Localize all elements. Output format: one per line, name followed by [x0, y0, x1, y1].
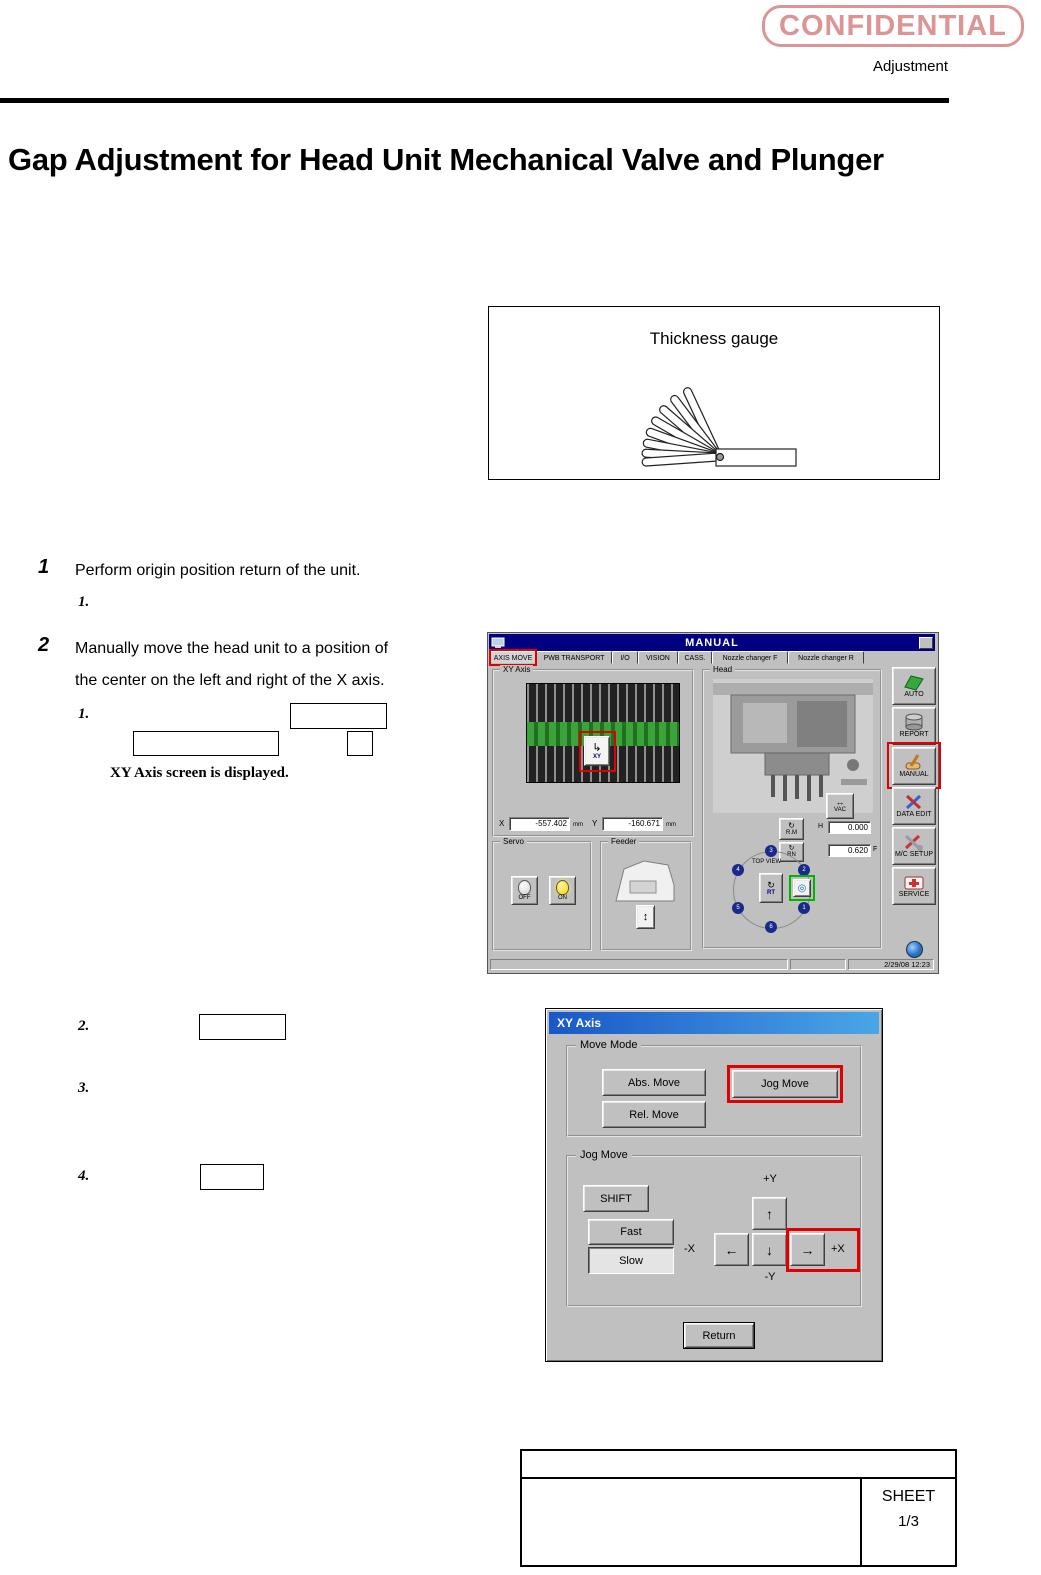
manual-label: MANUAL	[899, 771, 929, 778]
head-position-dot[interactable]: 5	[732, 902, 744, 914]
rt-rotate-button[interactable]	[759, 873, 783, 903]
feeder-image	[610, 855, 682, 907]
top-view-label: TOP VIEW	[752, 859, 782, 865]
title-block-top-row	[522, 1451, 955, 1479]
step-2-sub-1: 1.	[78, 706, 90, 722]
step-2-number: 2	[38, 634, 50, 656]
rotate-icon: ↻	[788, 820, 795, 830]
section-label: Adjustment	[872, 58, 948, 75]
tab-cass[interactable]: CASS.	[678, 651, 712, 664]
tab-nozzle-changer-r[interactable]: Nozzle changer R	[788, 651, 864, 664]
service-button[interactable]	[892, 867, 936, 905]
manual-screen	[487, 632, 939, 974]
abs-move-button[interactable]: Abs. Move	[602, 1069, 706, 1096]
servo-group	[492, 837, 592, 951]
jog-move-label: Jog Move	[576, 1149, 632, 1162]
blank-box-1	[290, 703, 387, 729]
feeder-group	[600, 837, 692, 951]
head-position-dot[interactable]: 1	[798, 902, 810, 914]
xy-axis-group-label: XY Axis	[500, 665, 533, 675]
step-1-text: Perform origin position return of the unit.	[75, 562, 361, 579]
xy-axis-group	[492, 665, 694, 837]
auto-icon	[903, 673, 925, 691]
service-label: SERVICE	[898, 891, 930, 898]
globe-icon	[906, 941, 923, 958]
header-rule	[0, 98, 949, 103]
step-1-sub-1: 1.	[78, 594, 90, 610]
minus-x-label: -X	[684, 1243, 695, 1255]
sheet-number: 1/3	[898, 1513, 919, 1530]
status-segment	[790, 959, 846, 970]
move-mode-label: Move Mode	[576, 1039, 641, 1052]
manual-button[interactable]	[892, 747, 936, 785]
vac-button-label: VAC	[834, 807, 846, 813]
rel-move-button[interactable]: Rel. Move	[602, 1101, 706, 1128]
plus-y-label: +Y	[763, 1173, 777, 1185]
head-group	[702, 665, 882, 949]
plus-x-label: +X	[831, 1243, 845, 1255]
blank-box-4	[199, 1014, 286, 1040]
servo-on-button[interactable]	[549, 876, 576, 905]
manual-titlebar	[489, 634, 935, 651]
head-position-dot[interactable]: 2	[798, 864, 810, 876]
machine-camera-image	[526, 683, 680, 783]
jog-move-button[interactable]: Jog Move	[732, 1070, 838, 1098]
thickness-gauge-drawing	[489, 339, 935, 477]
mc-setup-label: M/C SETUP	[894, 851, 934, 858]
title-block	[520, 1449, 957, 1567]
page-title: Gap Adjustment for Head Unit Mechanical Valve and Plunger	[8, 142, 884, 177]
data-edit-label: DATA EDIT	[896, 811, 932, 818]
bulb-on-icon	[556, 880, 569, 895]
report-icon	[903, 713, 925, 731]
confidential-stamp: CONFIDENTIAL	[762, 5, 1024, 47]
tab-bar	[490, 651, 864, 665]
vac-arrows-icon: ↔	[835, 797, 845, 807]
servo-off-label: OFF	[518, 894, 531, 901]
x-coordinate-field: -557.402	[509, 817, 570, 831]
step-2-text-line2: the center on the left and right of the X axis.	[75, 672, 385, 689]
jog-move-group	[566, 1149, 862, 1307]
data-edit-button[interactable]	[892, 787, 936, 825]
bulb-off-icon	[518, 880, 531, 895]
jog-up-button[interactable]: ↑	[752, 1197, 787, 1230]
feed-updown-icon: ↕	[642, 911, 649, 923]
rt-button-label: RT	[767, 889, 775, 896]
nozzle-select-button[interactable]	[793, 879, 811, 897]
xy-dialog-title: XY Axis	[557, 1016, 602, 1030]
rm-value-field: 0.000	[828, 821, 871, 834]
rm-button[interactable]	[779, 818, 804, 840]
f-unit-label: F	[873, 846, 878, 853]
thickness-gauge-figure	[488, 306, 940, 480]
tab-io[interactable]: I/O	[612, 651, 638, 664]
xy-dialog-titlebar	[549, 1012, 879, 1034]
fast-button[interactable]: Fast	[588, 1219, 674, 1245]
head-group-label: Head	[710, 665, 735, 675]
blank-box-5	[200, 1164, 264, 1190]
mc-setup-icon	[903, 833, 925, 851]
report-button[interactable]	[892, 707, 936, 745]
xy-axis-note: XY Axis screen is displayed.	[110, 765, 289, 781]
step-2-text-line1: Manually move the head unit to a position of	[75, 640, 389, 657]
head-position-dot[interactable]: 4	[732, 864, 744, 876]
rotate-icon: ↻	[788, 845, 795, 852]
tab-nozzle-changer-f[interactable]: Nozzle changer F	[712, 651, 788, 664]
xy-arrow-icon: ↳	[592, 741, 602, 754]
service-icon	[903, 873, 925, 891]
report-label: REPORT	[899, 731, 929, 738]
vac-button[interactable]	[826, 793, 854, 819]
auto-button[interactable]	[892, 667, 936, 705]
app-icon	[491, 637, 505, 649]
y-unit-label: mm	[666, 822, 676, 828]
manual-hand-icon	[903, 753, 925, 771]
status-time: 2/29/08 12:23	[848, 959, 934, 970]
return-button[interactable]: Return	[684, 1323, 754, 1348]
servo-group-label: Servo	[500, 837, 527, 847]
blank-box-2	[133, 731, 279, 756]
minus-y-label: -Y	[764, 1271, 776, 1283]
step-1-number: 1	[38, 556, 50, 578]
servo-on-label: ON	[558, 894, 567, 901]
rn-button-label: RN	[787, 852, 796, 858]
y-coordinate-field: -160.671	[602, 817, 663, 831]
slow-button[interactable]: Slow	[588, 1247, 674, 1274]
jog-down-button[interactable]: ↓	[752, 1233, 787, 1266]
jog-right-button[interactable]: →	[790, 1233, 825, 1266]
title-block-left-cell	[522, 1479, 860, 1565]
nozzle-ring-icon: ◎	[797, 882, 807, 894]
manual-screen-title: MANUAL	[685, 636, 739, 649]
auto-label: AUTO	[904, 691, 924, 698]
mc-setup-button[interactable]	[892, 827, 936, 865]
rotate-icon: ↻	[767, 879, 775, 890]
servo-off-button[interactable]	[511, 876, 538, 905]
feeder-jog-button[interactable]	[636, 905, 655, 929]
component-stripe-band	[527, 684, 679, 722]
blank-box-3	[347, 731, 373, 756]
figure-caption: Thickness gauge	[649, 329, 779, 348]
move-mode-group	[566, 1039, 862, 1137]
shift-button[interactable]: SHIFT	[583, 1185, 649, 1212]
x-axis-label: X	[499, 819, 505, 828]
status-segment	[490, 959, 788, 970]
title-block-sheet-cell	[860, 1479, 955, 1565]
tab-pwb-transport[interactable]: PWB TRANSPORT	[536, 651, 612, 664]
rn-value-field: 0.620	[828, 844, 871, 857]
feeder-group-label: Feeder	[608, 837, 639, 847]
window-control-icon[interactable]	[919, 637, 933, 649]
x-unit-label: mm	[573, 822, 583, 828]
tab-vision[interactable]: VISION	[638, 651, 678, 664]
xy-button-label: XY	[592, 753, 601, 760]
jog-left-button[interactable]: ←	[714, 1233, 749, 1266]
xy-axis-dialog	[545, 1008, 883, 1362]
step-2-sub-4: 4.	[78, 1168, 90, 1184]
step-2-sub-2: 2.	[78, 1018, 90, 1034]
title-block-bottom-row	[522, 1479, 955, 1565]
h-unit-label: H	[818, 823, 824, 830]
rm-button-label: R.M	[786, 829, 797, 836]
head-position-dot[interactable]: 3	[765, 845, 777, 857]
sheet-label: SHEET	[881, 1488, 936, 1505]
tab-axis-move[interactable]: AXIS MOVE	[490, 651, 536, 664]
data-edit-icon	[903, 793, 925, 811]
step-2-sub-3: 3.	[78, 1080, 90, 1096]
xy-move-button[interactable]	[584, 736, 610, 766]
head-position-dot[interactable]: 6	[765, 921, 777, 933]
y-axis-label: Y	[592, 819, 598, 828]
